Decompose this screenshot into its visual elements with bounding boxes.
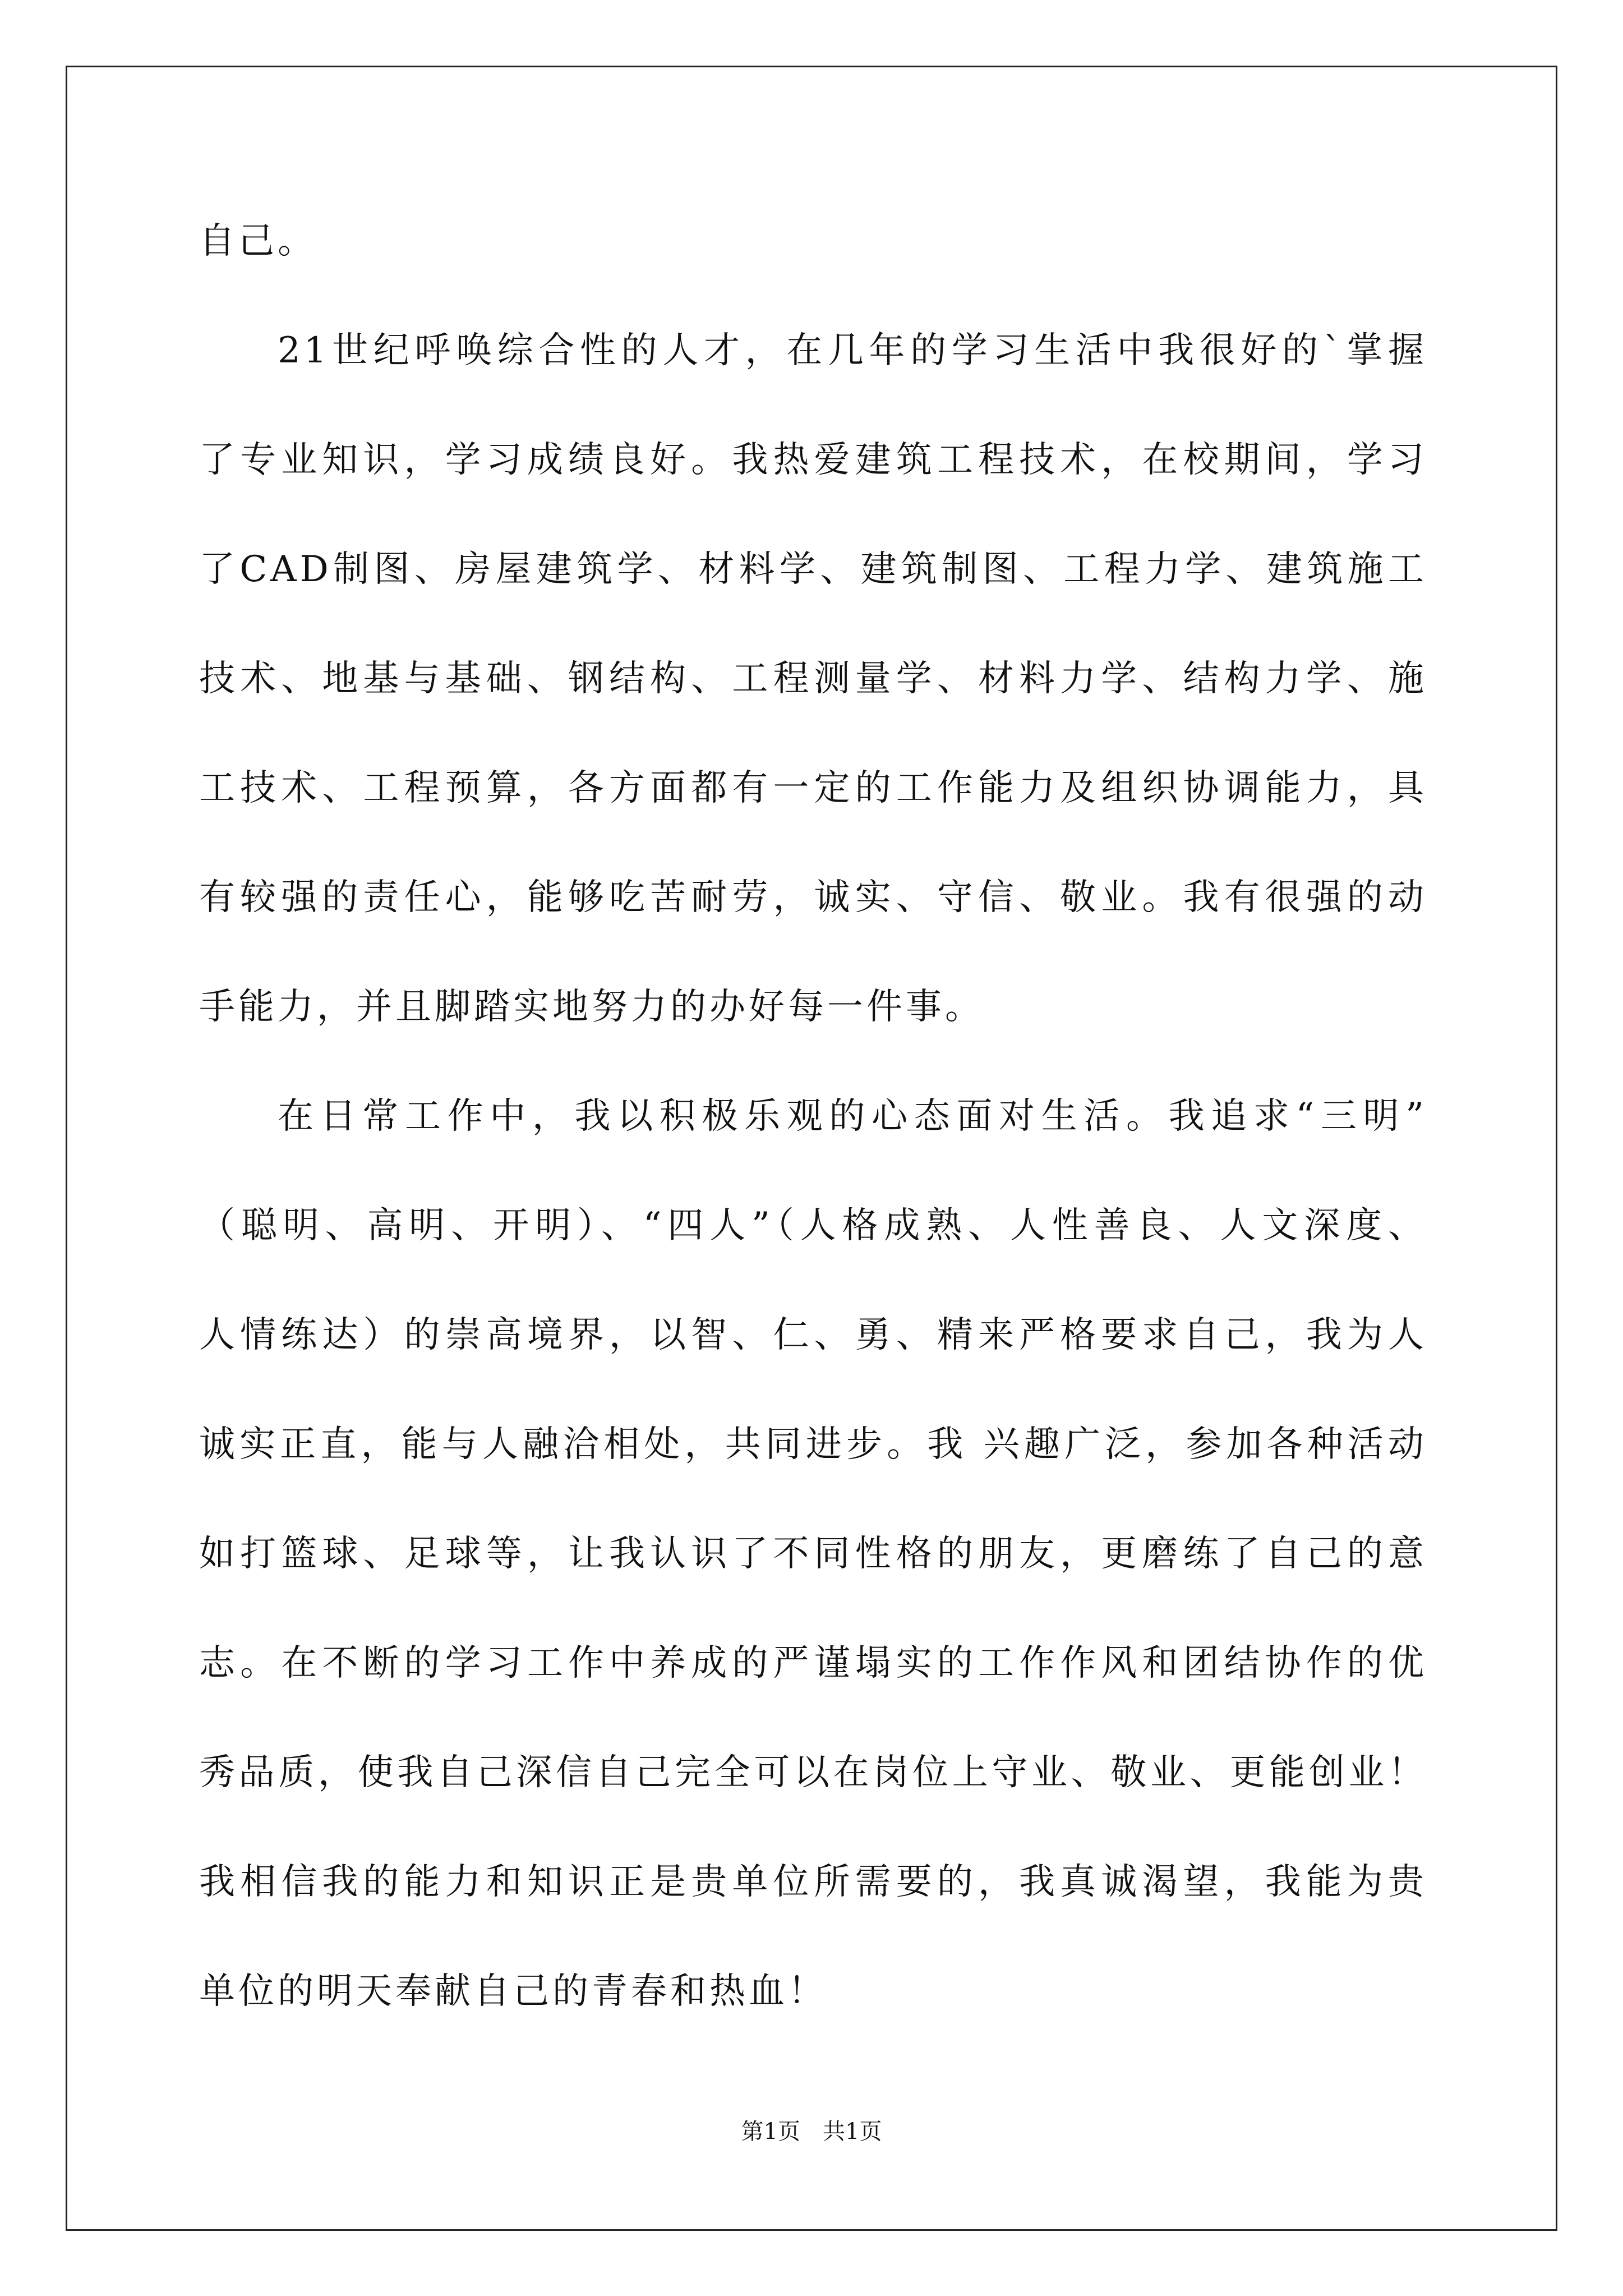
total-pages: 共1页	[823, 2119, 882, 2145]
text-line: 有较强的责任心，能够吃苦耐劳，诚实、守信、敬业。我有很强的动	[199, 877, 1427, 918]
text-line: 人情练达）的崇高境界，以智、仁、勇、精来严格要求自己，我为人	[199, 1314, 1427, 1356]
text-line: 秀品质，使我自己深信自己完全可以在岗位上守业、敬业、更能创业！	[199, 1752, 1427, 1793]
text-line: 工技术、工程预算，各方面都有一定的工作能力及组织协调能力，具	[199, 767, 1427, 809]
text-line: 志。在不断的学习工作中养成的严谨塌实的工作作风和团结协作的优	[199, 1642, 1427, 1684]
text-line: 了专业知识，学习成绩良好。我热爱建筑工程技术，在校期间，学习	[199, 439, 1427, 481]
document-body	[199, 208, 1427, 2067]
text-line: 我相信我的能力和知识正是贵单位所需要的，我真诚渴望，我能为贵	[199, 1861, 1427, 1903]
page-number: 第1页	[741, 2119, 800, 2145]
text-line: 如打篮球、足球等，让我认识了不同性格的朋友，更磨练了自己的意	[199, 1533, 1427, 1575]
text-line: 单位的明天奉献自己的青春和热血！	[199, 1971, 827, 2012]
text-line: 自己。	[199, 220, 317, 262]
text-line: 技术、地基与基础、钢结构、工程测量学、材料力学、结构力学、施	[199, 658, 1427, 700]
page-footer	[0, 2115, 1623, 2148]
text-line: （聪明、高明、开明）、“四人”（人格成熟、人性善良、人文深度、	[199, 1205, 1427, 1246]
text-line: 手能力，并且脚踏实地努力的办好每一件事。	[199, 986, 984, 1028]
text-line: 诚实正直，能与人融洽相处，共同进步。我 兴趣广泛，参加各种活动	[199, 1424, 1427, 1465]
text-line: 在日常工作中，我以积极乐观的心态面对生活。我追求“三明”	[278, 1096, 1427, 1137]
text-line: 21世纪呼唤综合性的人才，在几年的学习生活中我很好的`掌握	[278, 330, 1427, 371]
text-line: 了CAD制图、房屋建筑学、材料学、建筑制图、工程力学、建筑施工	[199, 549, 1427, 590]
